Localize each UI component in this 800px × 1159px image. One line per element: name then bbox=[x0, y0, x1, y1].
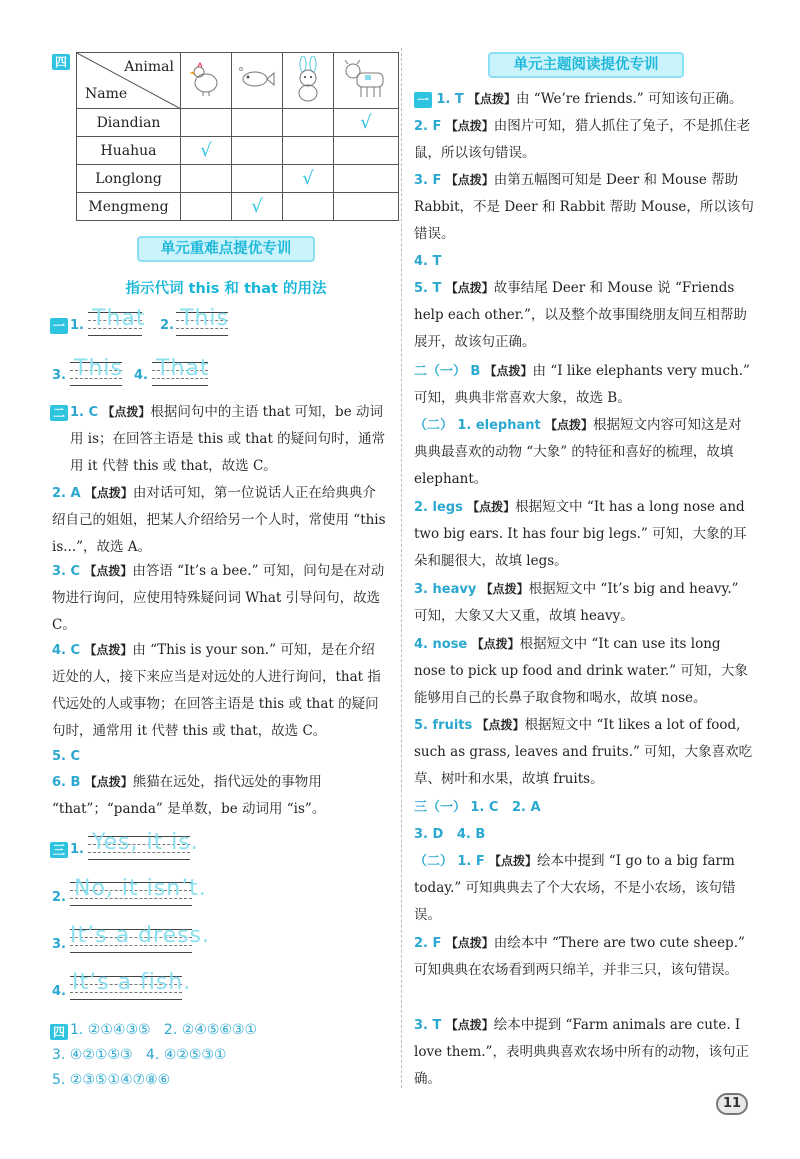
answer-key: 1. C 2. A bbox=[470, 800, 541, 815]
section-marker: （二） bbox=[414, 418, 454, 433]
answer-key: 3. F bbox=[414, 173, 442, 188]
p1-answer-1: That bbox=[92, 306, 146, 331]
hint-label: 【点拨】 bbox=[476, 718, 525, 732]
answer-key: 3. D 4. B bbox=[414, 827, 486, 842]
hint-label: 【点拨】 bbox=[467, 500, 516, 514]
p2-item-6 bbox=[52, 769, 388, 823]
p1-answer-4: That bbox=[156, 356, 210, 381]
part-four-marker: 四 bbox=[50, 1024, 68, 1040]
explanation: 根据短文中 “It likes a lot of food, such as grass, leaves and fruits.” 可知，大象喜欢吃草、树叶和水果，故填 fruits。 bbox=[414, 717, 753, 787]
r-item-8 bbox=[414, 494, 754, 575]
p3-answer-2: No, it isn’t. bbox=[74, 876, 207, 901]
table-row bbox=[77, 109, 399, 137]
p1-num-3: 3. bbox=[52, 368, 66, 383]
r-item-11 bbox=[414, 712, 754, 793]
answer-key: 3. T bbox=[414, 1018, 442, 1033]
check-mark: √ bbox=[251, 196, 263, 217]
explanation: 根据短文中 “It has a long nose and two big ears. It has four big legs.” 可知，大象的耳朵和腿很大，故填 legs。 bbox=[414, 499, 747, 569]
fish-icon bbox=[237, 64, 277, 94]
p3-answer-1: Yes, it is. bbox=[92, 830, 199, 855]
row-name: Longlong bbox=[77, 165, 181, 193]
answer-key: B bbox=[470, 364, 481, 379]
explanation: 由对话可知，第一位说话人正在给典典介绍自己的姐姐，把某人介绍给另一个人时，常使用 “this is...”，故选 A。 bbox=[52, 485, 386, 555]
r-item-12 bbox=[414, 794, 754, 821]
p2-item-4 bbox=[52, 637, 388, 745]
header-animal: Animal bbox=[124, 59, 174, 75]
p2-item-5 bbox=[52, 743, 388, 770]
p3-answer-4: It’s a fish. bbox=[72, 970, 192, 995]
p2-item-3 bbox=[52, 558, 388, 639]
r-item-9 bbox=[414, 576, 754, 630]
section-marker: （二） bbox=[414, 854, 454, 869]
p3-num-3: 3. bbox=[52, 937, 66, 952]
hint-label: 【点拨】 bbox=[471, 637, 520, 651]
r-item-14 bbox=[414, 848, 754, 929]
answer-key: 1. T bbox=[436, 92, 464, 107]
hen-cell bbox=[181, 53, 232, 109]
explanation: 由图片可知，猎人抓住了兔子，不是抓住老鼠，所以该句错误。 bbox=[414, 118, 751, 161]
answer-key: 1. elephant bbox=[457, 418, 541, 433]
r-item-3 bbox=[414, 167, 754, 248]
explanation: 由绘本中 “There are two cute sheep.” 可知典典在农场看到两只绵羊，并非三只，该句错误。 bbox=[414, 935, 745, 978]
part-two-marker: 二 bbox=[50, 405, 68, 421]
answer-key: 4. nose bbox=[414, 637, 468, 652]
explanation: 由 “We’re friends.” 可知该句正确。 bbox=[516, 91, 743, 107]
table-row bbox=[77, 165, 399, 193]
answer-key: 4. T bbox=[414, 254, 442, 269]
rabbit-icon bbox=[288, 56, 328, 102]
part-one-marker: 一 bbox=[50, 318, 68, 334]
page-number: 11 bbox=[716, 1093, 748, 1115]
explanation: 熊猫在远处，指代远处的事物用 “that”；“panda” 是单数，be 动词用 “is”。 bbox=[52, 774, 326, 817]
r-item-5 bbox=[414, 275, 754, 356]
p2-item-2 bbox=[52, 480, 388, 561]
left-section-subtitle: 指示代词 this 和 that 的用法 bbox=[125, 281, 327, 297]
r-item-2 bbox=[414, 113, 754, 167]
answer-key: 1. C bbox=[70, 405, 99, 420]
hint-label: 【点拨】 bbox=[445, 173, 494, 187]
answer-key: 3. C bbox=[52, 564, 81, 579]
explanation: 由 “This is your son.” 可知，是在介绍近处的人，接下来应当是对远处的人进行询问，that 指代远处的人或事物；在回答主语是 this 或 that 的疑问句时，通常用 it 代替 this 或 that，故选 C。 bbox=[52, 642, 381, 739]
r-item-10 bbox=[414, 631, 754, 712]
table-row bbox=[77, 193, 399, 221]
check-mark: √ bbox=[200, 140, 212, 161]
explanation: 根据短文中 “It can use its long nose to pick up food and drink water.” 可知，大象能够用自己的长鼻子取食物和喝水，故填 nose。 bbox=[414, 636, 748, 706]
explanation: 根据问句中的主语 that 可知，be 动词用 is；在回答主语是 this 或 that 的疑问句时，通常用 it 代替 this 或 that，故选 C。 bbox=[70, 404, 386, 474]
table-row bbox=[77, 137, 399, 165]
explanation: 由答语 “It’s a bee.” 可知，问句是在对动物进行询问，应使用特殊疑问词 What 引导问句，故选 C。 bbox=[52, 563, 385, 633]
part-one-marker: 一 bbox=[414, 92, 432, 108]
explanation: 根据短文内容可知这是对典典最喜欢的动物 “大象” 的特征和喜好的梳理，故填 elephant。 bbox=[414, 417, 742, 487]
explanation: 绘本中提到 “I go to a big farm today.” 可知典典去了个大农场，不是小农场，该句错误。 bbox=[414, 853, 736, 923]
answer-key: 5. fruits bbox=[414, 718, 473, 733]
hint-label: 【点拨】 bbox=[445, 119, 494, 133]
explanation: 根据短文中 “It’s big and heavy.” 可知，大象又大又重，故填 heavy。 bbox=[414, 581, 739, 624]
row-name: Diandian bbox=[77, 109, 181, 137]
section-marker: 三（一） bbox=[414, 800, 467, 815]
p4-line-2: 3. ④②①⑤③ 4. ④②⑤③① bbox=[52, 1047, 227, 1063]
check-mark: √ bbox=[302, 168, 314, 189]
r-item-4 bbox=[414, 248, 754, 275]
r-item-16 bbox=[414, 1012, 754, 1093]
hint-label: 【点拨】 bbox=[84, 643, 133, 657]
hint-label: 【点拨】 bbox=[84, 486, 133, 500]
left-section-banner: 单元重难点提优专训 bbox=[137, 236, 315, 262]
hint-label: 【点拨】 bbox=[480, 582, 529, 596]
hint-label: 【点拨】 bbox=[489, 854, 538, 868]
answer-key: 6. B bbox=[52, 775, 81, 790]
header-name: Name bbox=[85, 86, 128, 102]
r-item-15 bbox=[414, 930, 754, 984]
hint-label: 【点拨】 bbox=[545, 418, 594, 432]
section-marker: 二（一） bbox=[414, 364, 467, 379]
hen-icon bbox=[186, 59, 226, 99]
hint-label: 【点拨】 bbox=[445, 281, 494, 295]
hint-label: 【点拨】 bbox=[445, 936, 494, 950]
hint-label: 【点拨】 bbox=[484, 364, 533, 378]
p2-item-1 bbox=[70, 399, 388, 480]
p1-answer-3: This bbox=[74, 356, 123, 381]
explanation: 由第五幅图可知是 Deer 和 Mouse 帮助 Rabbit，不是 Deer 和 Rabbit 帮助 Mouse，所以该句错误。 bbox=[414, 172, 754, 242]
cow-icon bbox=[341, 57, 391, 101]
hint-label: 【点拨】 bbox=[84, 564, 133, 578]
p4-line-3: 5. ②③⑤①④⑦⑧⑥ bbox=[52, 1072, 171, 1088]
p1-num-4: 4. bbox=[134, 368, 148, 383]
r-item-1 bbox=[414, 86, 754, 113]
answer-key: 5. T bbox=[414, 281, 442, 296]
p3-num-2: 2. bbox=[52, 890, 66, 905]
p1-num-1: 1. bbox=[70, 318, 84, 333]
hint-label: 【点拨】 bbox=[445, 1018, 494, 1032]
p1-num-2: 2. bbox=[160, 318, 174, 333]
p3-num-4: 4. bbox=[52, 984, 66, 999]
explanation: 由 “I like elephants very much.” 可知，典典非常喜欢大象，故选 B。 bbox=[414, 363, 750, 406]
explanation: 故事结尾 Deer 和 Mouse 说 “Friends help each other.”，以及整个故事围绕朋友间互相帮助展开，故该句正确。 bbox=[414, 280, 747, 350]
answer-key: 4. C bbox=[52, 643, 81, 658]
hint-label: 【点拨】 bbox=[84, 775, 133, 789]
p3-num-1: 1. bbox=[70, 842, 84, 857]
answer-key: 2. F bbox=[414, 936, 442, 951]
answer-key: 3. heavy bbox=[414, 582, 477, 597]
answer-key: 2. A bbox=[52, 486, 81, 501]
answer-key: 2. F bbox=[414, 119, 442, 134]
animal-name-table bbox=[76, 52, 399, 221]
cow-cell bbox=[334, 53, 399, 109]
explanation: 绘本中提到 “Farm animals are cute. I love them.”，表明典典喜欢农场中所有的动物，该句正确。 bbox=[414, 1017, 749, 1087]
r-item-7 bbox=[414, 412, 754, 493]
row-name: Huahua bbox=[77, 137, 181, 165]
p4-line-1: 1. ②①④③⑤ 2. ②④⑤⑥③① bbox=[70, 1022, 258, 1038]
right-section-banner: 单元主题阅读提优专训 bbox=[488, 52, 684, 78]
p3-answer-3: It’s a dress. bbox=[70, 923, 211, 948]
row-name: Mengmeng bbox=[77, 193, 181, 221]
fish-cell bbox=[232, 53, 283, 109]
answer-key: 2. legs bbox=[414, 500, 463, 515]
section-four-marker: 四 bbox=[52, 54, 70, 70]
check-mark: √ bbox=[360, 112, 372, 133]
rabbit-cell bbox=[283, 53, 334, 109]
p1-answer-2: This bbox=[180, 306, 229, 331]
answer-key: 1. F bbox=[457, 854, 485, 869]
r-item-6 bbox=[414, 358, 754, 412]
part-three-marker: 三 bbox=[50, 842, 68, 858]
table-header-diagonal bbox=[77, 53, 181, 109]
hint-label: 【点拨】 bbox=[468, 92, 517, 106]
answer-key: 5. C bbox=[52, 749, 81, 764]
hint-label: 【点拨】 bbox=[102, 405, 151, 419]
r-item-13 bbox=[414, 821, 754, 848]
column-divider bbox=[401, 48, 402, 1088]
